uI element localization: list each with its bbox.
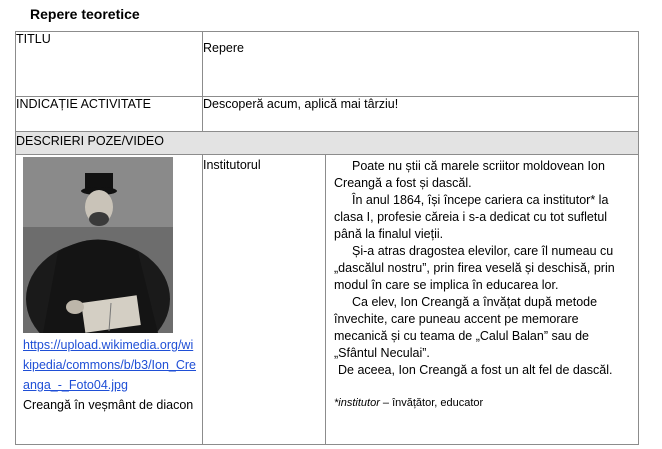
title-row: [16, 32, 639, 97]
footnote-term: *institutor: [334, 397, 380, 409]
info-table: [15, 31, 639, 445]
footnote-definition: – învățător, educator: [379, 397, 484, 409]
title-value: Repere: [203, 32, 639, 97]
media-cell: [16, 155, 203, 445]
paragraph-3: Și-a atras dragostea elevilor, care îl numeau cu „dascălul nostru”, prin firea veselă și deschisă, prin modul în care se implica în educarea lor.: [334, 244, 615, 292]
footnote: [334, 397, 630, 409]
image-source-link[interactable]: https://upload.wikimedia.org/wikipedia/commons/b/b3/Ion_Creanga_-_Foto04.jpg: [23, 338, 197, 392]
activity-value: Descoperă acum, aplică mai târziu!: [203, 97, 639, 132]
topic-cell: Institutorul: [203, 155, 326, 445]
title-label: TITLU: [16, 32, 203, 97]
paragraph-5: De aceea, Ion Creangă a fost un alt fel de dascăl.: [338, 363, 613, 377]
portrait-image: [23, 157, 173, 333]
paragraph-2: În anul 1864, își începe cariera ca institutor* la clasa I, profesie căreia i s-a dedicat cu tot sufletul până la finalul vieții.: [334, 193, 609, 241]
paragraph-4: Ca elev, Ion Creangă a învățat după metode învechite, care puneau accent pe memorare mecanică și cu teama de „Calul Balan” sau de „Sfântul Neculai”.: [334, 295, 598, 360]
image-caption: Creangă în veșmânt de diacon: [23, 398, 194, 412]
portrait-photo: [23, 157, 173, 333]
media-row: [16, 155, 639, 445]
paragraph-1: Poate nu știi că marele scriitor moldovean Ion Creangă a fost și dascăl.: [334, 159, 605, 190]
activity-row: [16, 97, 639, 132]
description-cell: [326, 155, 639, 445]
page-title: Repere teoretice: [30, 6, 140, 22]
media-header: DESCRIERI POZE/VIDEO: [16, 132, 639, 155]
media-header-row: [16, 132, 639, 155]
activity-label: INDICAȚIE ACTIVITATE: [16, 97, 203, 132]
